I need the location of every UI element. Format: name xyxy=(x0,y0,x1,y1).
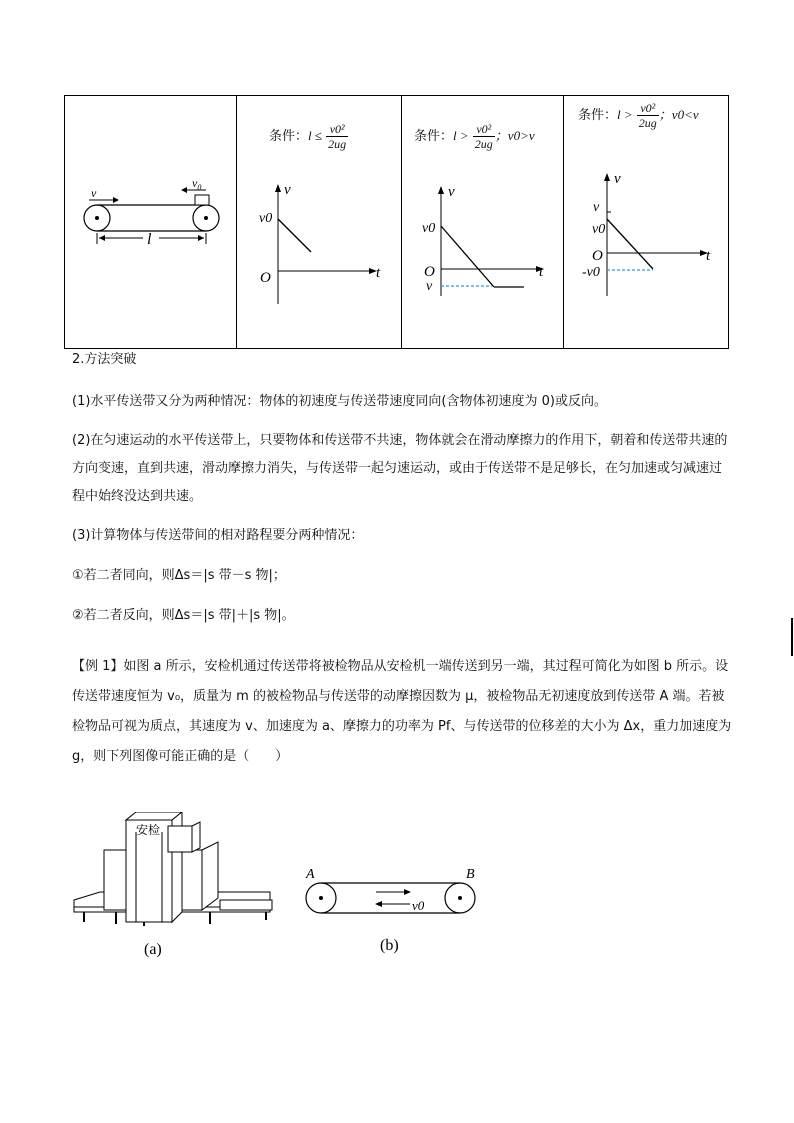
fraction: $\frac{\text{v0²}}{2ug}$ xyxy=(474,122,493,151)
case-1-condition: 条件：l ≤ $\frac{\text{v0²}}{2ug}$ xyxy=(269,122,347,151)
axis-t-label: t xyxy=(539,264,544,280)
axis-v-label: v xyxy=(284,182,291,198)
case-3-graph xyxy=(564,96,728,348)
case-2-cell xyxy=(402,96,563,348)
cases-table xyxy=(64,95,729,349)
section-heading: 2.方法突破 xyxy=(72,352,137,367)
fraction: $\frac{\text{v0²}}{2ug}$ xyxy=(638,101,657,130)
origin-label: O xyxy=(260,270,271,286)
figure-b-label: (b) xyxy=(380,937,399,954)
length-l-label: l xyxy=(147,231,152,248)
case-3-cell xyxy=(564,96,728,348)
case-1-graph xyxy=(237,96,401,348)
case-2-condition: 条件：l > $\frac{\text{v0²}}{2ug}$ ；v0>v xyxy=(414,122,535,151)
belt-end-a-label: A xyxy=(306,867,315,882)
axis-v-label: v xyxy=(448,184,455,200)
neg-v0-label: -v0 xyxy=(582,265,600,280)
axis-v-label: v xyxy=(614,171,621,187)
paragraph-5: ②若二者反向，则Δs＝|s 带|＋|s 物|。 xyxy=(72,608,295,623)
case-2-graph xyxy=(402,96,563,348)
case-1-cell xyxy=(237,96,401,348)
paragraph-3: (3)计算物体与传送带间的相对路程要分两种情况： xyxy=(72,528,364,543)
scanner-sign: 安检 xyxy=(136,823,161,837)
v-top-label: v xyxy=(593,200,600,215)
belt-v0-label: v0 xyxy=(412,898,425,913)
figure-b-conveyor xyxy=(300,862,490,962)
paragraph-1: (1)水平传送带又分为两种情况：物体的初速度与传送带速度同向(含物体初速度为 0)或反向。 xyxy=(72,394,607,409)
paragraph-2: (2)在匀速运动的水平传送带上，只要物体和传送带不共速，物体就会在滑动摩擦力的作用下，朝着和传送带共速的方向变速，直到共速，滑动摩擦力消失，与传送带一起匀速运动，或由于传送带不是足够长，在匀加速或匀减速过程中始终没达到共速。 xyxy=(72,433,728,504)
origin-label: O xyxy=(424,264,435,280)
figure-a-label: (a) xyxy=(144,941,162,958)
v-end-label: v xyxy=(426,279,433,294)
example-1: 【例 1】如图 a 所示，安检机通过传送带将被检物品从安检机一端传送到另一端，其过程可简化为如图 b 所示。设传送带速度恒为 v₀，质量为 m 的被检物品与传送带的动摩擦因数为 μ，被检物品无初速度放到传送带 A 端。若被检物品可视为质点，其速度为 v、加速度为 a、摩擦力的功率为 Pf、与传送带的位移差的大小为 Δx，重力加速度为 g，则下列图像可能正确的是（ ） xyxy=(72,659,732,764)
belt-end-b-label: B xyxy=(466,867,475,882)
v0-label: v0 xyxy=(592,222,606,237)
block-v0-label: $v_0$ xyxy=(192,176,202,192)
origin-label: O xyxy=(592,248,603,264)
conveyor-diagram xyxy=(65,96,236,348)
figure-a-scanner xyxy=(70,812,280,962)
paragraph-4: ①若二者同向，则Δs＝|s 带－s 物|； xyxy=(72,568,286,583)
v0-label: v0 xyxy=(259,211,273,226)
conveyor-diagram-cell xyxy=(65,96,236,348)
axis-t-label: t xyxy=(706,248,711,264)
fraction: $\frac{\text{v0²}}{2ug}$ xyxy=(328,122,347,151)
case-3-condition: 条件：l > $\frac{\text{v0²}}{2ug}$ ；v0<v xyxy=(578,101,699,130)
axis-t-label: t xyxy=(376,265,381,281)
text-cursor xyxy=(791,618,793,656)
v0-label: v0 xyxy=(422,221,436,236)
belt-v-label: v xyxy=(91,186,97,200)
